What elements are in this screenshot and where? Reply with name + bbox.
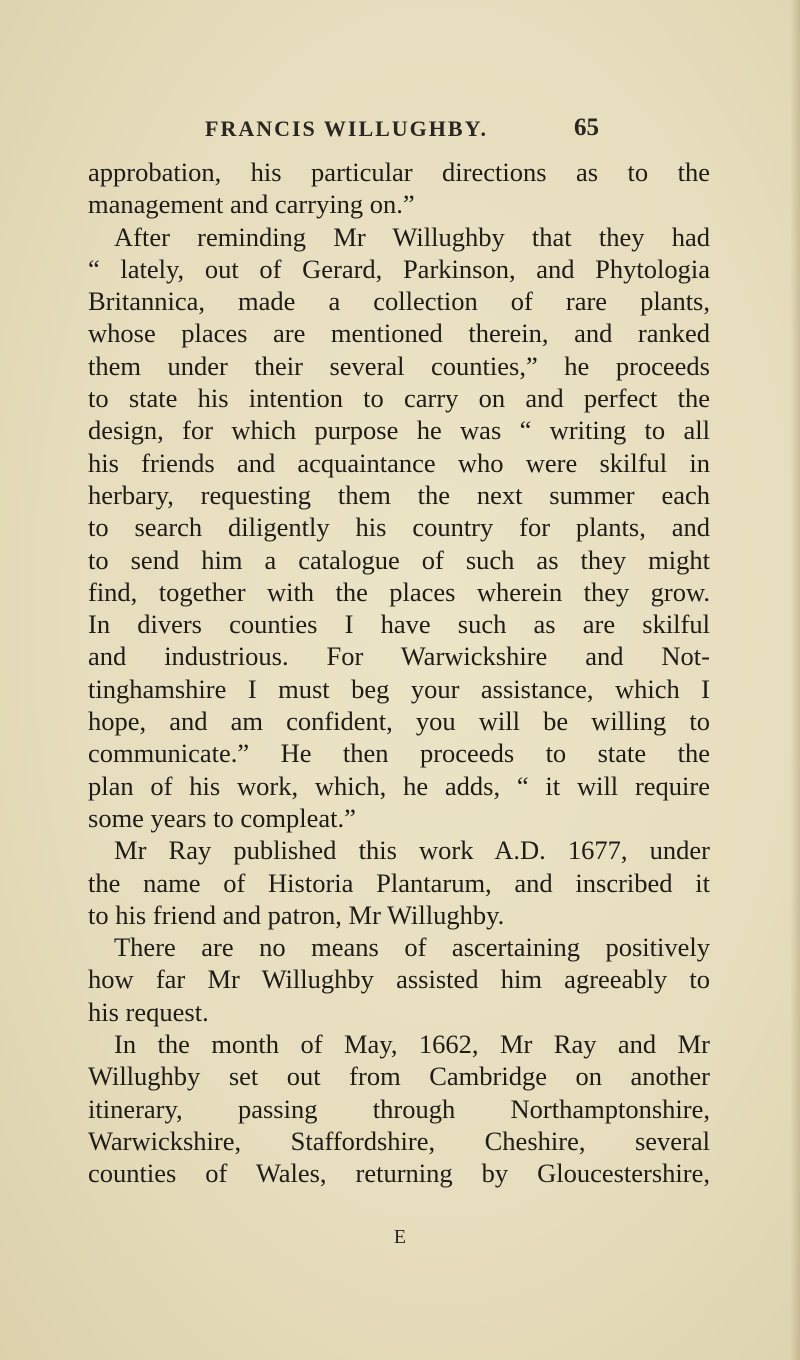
text-line: Mr Ray published this work A.D. 1677, under	[114, 835, 710, 866]
text-line: design, for which purpose he was “ writing to all	[88, 415, 710, 446]
text-line: tinghamshire I must beg your assistance, which I	[88, 673, 710, 704]
text-line: to search diligently his country for plants, and	[88, 512, 710, 543]
text-line: Warwickshire, Staffordshire, Cheshire, several	[88, 1125, 710, 1156]
text-line: find, together with the places wherein they grow.	[88, 576, 710, 607]
text-line: his request.	[88, 996, 209, 1027]
text-line: There are no means of ascertaining positively	[114, 932, 710, 963]
text-line: approbation, his particular directions as to the	[88, 157, 710, 187]
text-line: In the month of May, 1662, Mr Ray and Mr	[114, 1029, 710, 1060]
page-header	[0, 116, 800, 148]
text-line: his friends and acquaintance who were skilful in	[88, 447, 710, 478]
text-line: the name of Historia Plantarum, and inscribed it	[88, 867, 710, 898]
text-line: whose places are mentioned therein, and ranked	[88, 318, 710, 349]
text-line: Britannica, made a collection of rare plants,	[88, 286, 710, 317]
text-line: some years to compleat.”	[88, 802, 356, 833]
text-line: herbary, requesting them the next summer each	[88, 479, 710, 510]
text-line: plan of his work, which, he adds, “ it will require	[88, 770, 710, 801]
page-edge-shadow	[790, 0, 800, 1360]
page-number: 65	[574, 114, 599, 141]
text-line: After reminding Mr Willughby that they had	[114, 221, 710, 252]
text-line: to his friend and patron, Mr Willughby.	[88, 899, 505, 930]
text-line: communicate.” He then proceeds to state the	[88, 738, 710, 769]
text-line: In divers counties I have such as are skilful	[88, 609, 710, 640]
text-line: Willughby set out from Cambridge on another	[88, 1061, 710, 1092]
signature-mark: E	[393, 1226, 407, 1248]
body-text	[88, 156, 710, 1190]
text-line: management and carrying on.”	[88, 189, 415, 220]
running-head: FRANCIS WILLUGHBY.	[205, 116, 488, 141]
text-line: counties of Wales, returning by Gloucestershire,	[88, 1158, 710, 1189]
text-line: and industrious. For Warwickshire and Not-	[88, 641, 710, 672]
text-line: them under their several counties,” he proceeds	[88, 350, 710, 381]
text-line: “ lately, out of Gerard, Parkinson, and Phytologia	[88, 253, 710, 284]
text-line: to send him a catalogue of such as they might	[88, 544, 710, 575]
text-line: hope, and am confident, you will be willing to	[88, 706, 710, 737]
text-line: how far Mr Willughby assisted him agreeably to	[88, 964, 710, 995]
text-line: itinerary, passing through Northamptonshire,	[88, 1093, 710, 1124]
text-line: to state his intention to carry on and perfect the	[88, 383, 710, 414]
